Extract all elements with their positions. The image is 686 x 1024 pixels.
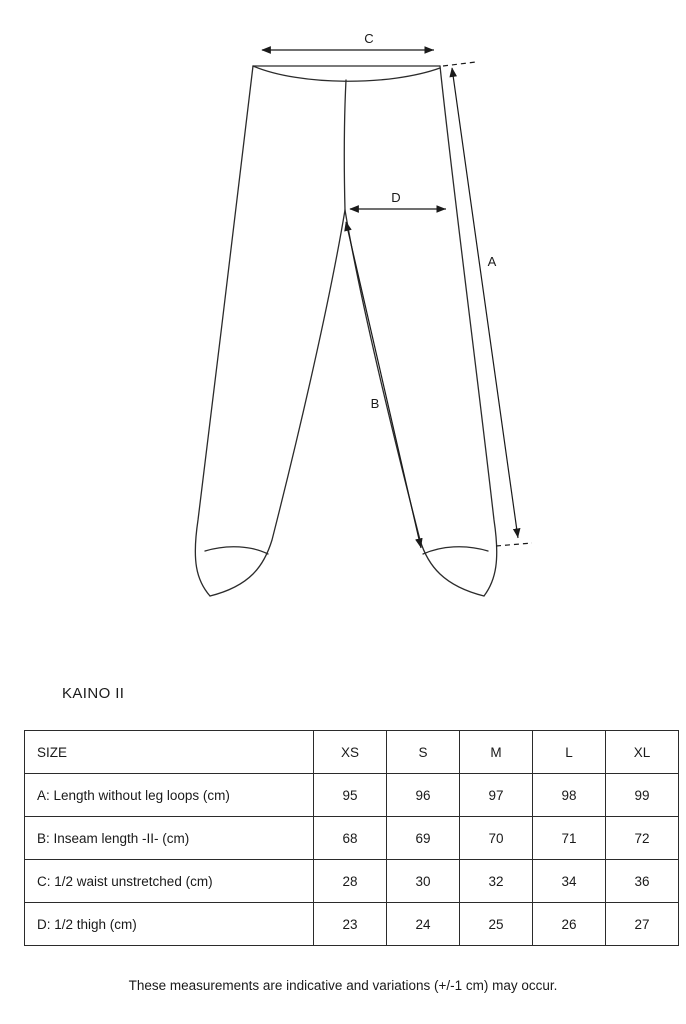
dimension-label-a: A	[487, 254, 497, 269]
row-value: 98	[533, 774, 606, 817]
row-value: 32	[460, 860, 533, 903]
row-value: 69	[387, 817, 460, 860]
row-value: 25	[460, 903, 533, 946]
row-value: 97	[460, 774, 533, 817]
table-row	[25, 774, 679, 817]
row-label: A: Length without leg loops (cm)	[25, 774, 314, 817]
row-value: 96	[387, 774, 460, 817]
dimension-b	[346, 222, 421, 548]
table-row	[25, 817, 679, 860]
row-value: 27	[606, 903, 679, 946]
size-table	[24, 730, 679, 946]
table-header-size: SIZE	[25, 731, 314, 774]
row-value: 95	[314, 774, 387, 817]
row-value: 72	[606, 817, 679, 860]
table-header-xl: XL	[606, 731, 679, 774]
dimension-a	[443, 62, 532, 546]
table-header-xs: XS	[314, 731, 387, 774]
table-header-row	[25, 731, 679, 774]
row-label: C: 1/2 waist unstretched (cm)	[25, 860, 314, 903]
dimension-label-c: C	[364, 31, 374, 46]
row-label: B: Inseam length -II- (cm)	[25, 817, 314, 860]
trousers-outline	[195, 66, 496, 596]
row-value: 34	[533, 860, 606, 903]
row-value: 26	[533, 903, 606, 946]
dimension-label-d: D	[391, 190, 401, 205]
row-value: 28	[314, 860, 387, 903]
row-value: 23	[314, 903, 387, 946]
row-value: 71	[533, 817, 606, 860]
row-value: 99	[606, 774, 679, 817]
row-value: 36	[606, 860, 679, 903]
row-value: 68	[314, 817, 387, 860]
table-header-m: M	[460, 731, 533, 774]
table-header-s: S	[387, 731, 460, 774]
footnote: These measurements are indicative and variations (+/-1 cm) may occur.	[128, 978, 558, 993]
row-value: 70	[460, 817, 533, 860]
dimension-label-b: B	[370, 396, 380, 411]
table-header-l: L	[533, 731, 606, 774]
row-value: 30	[387, 860, 460, 903]
row-value: 24	[387, 903, 460, 946]
table-row	[25, 903, 679, 946]
table-row	[25, 860, 679, 903]
page-title: KAINO II	[62, 685, 125, 702]
row-label: D: 1/2 thigh (cm)	[25, 903, 314, 946]
